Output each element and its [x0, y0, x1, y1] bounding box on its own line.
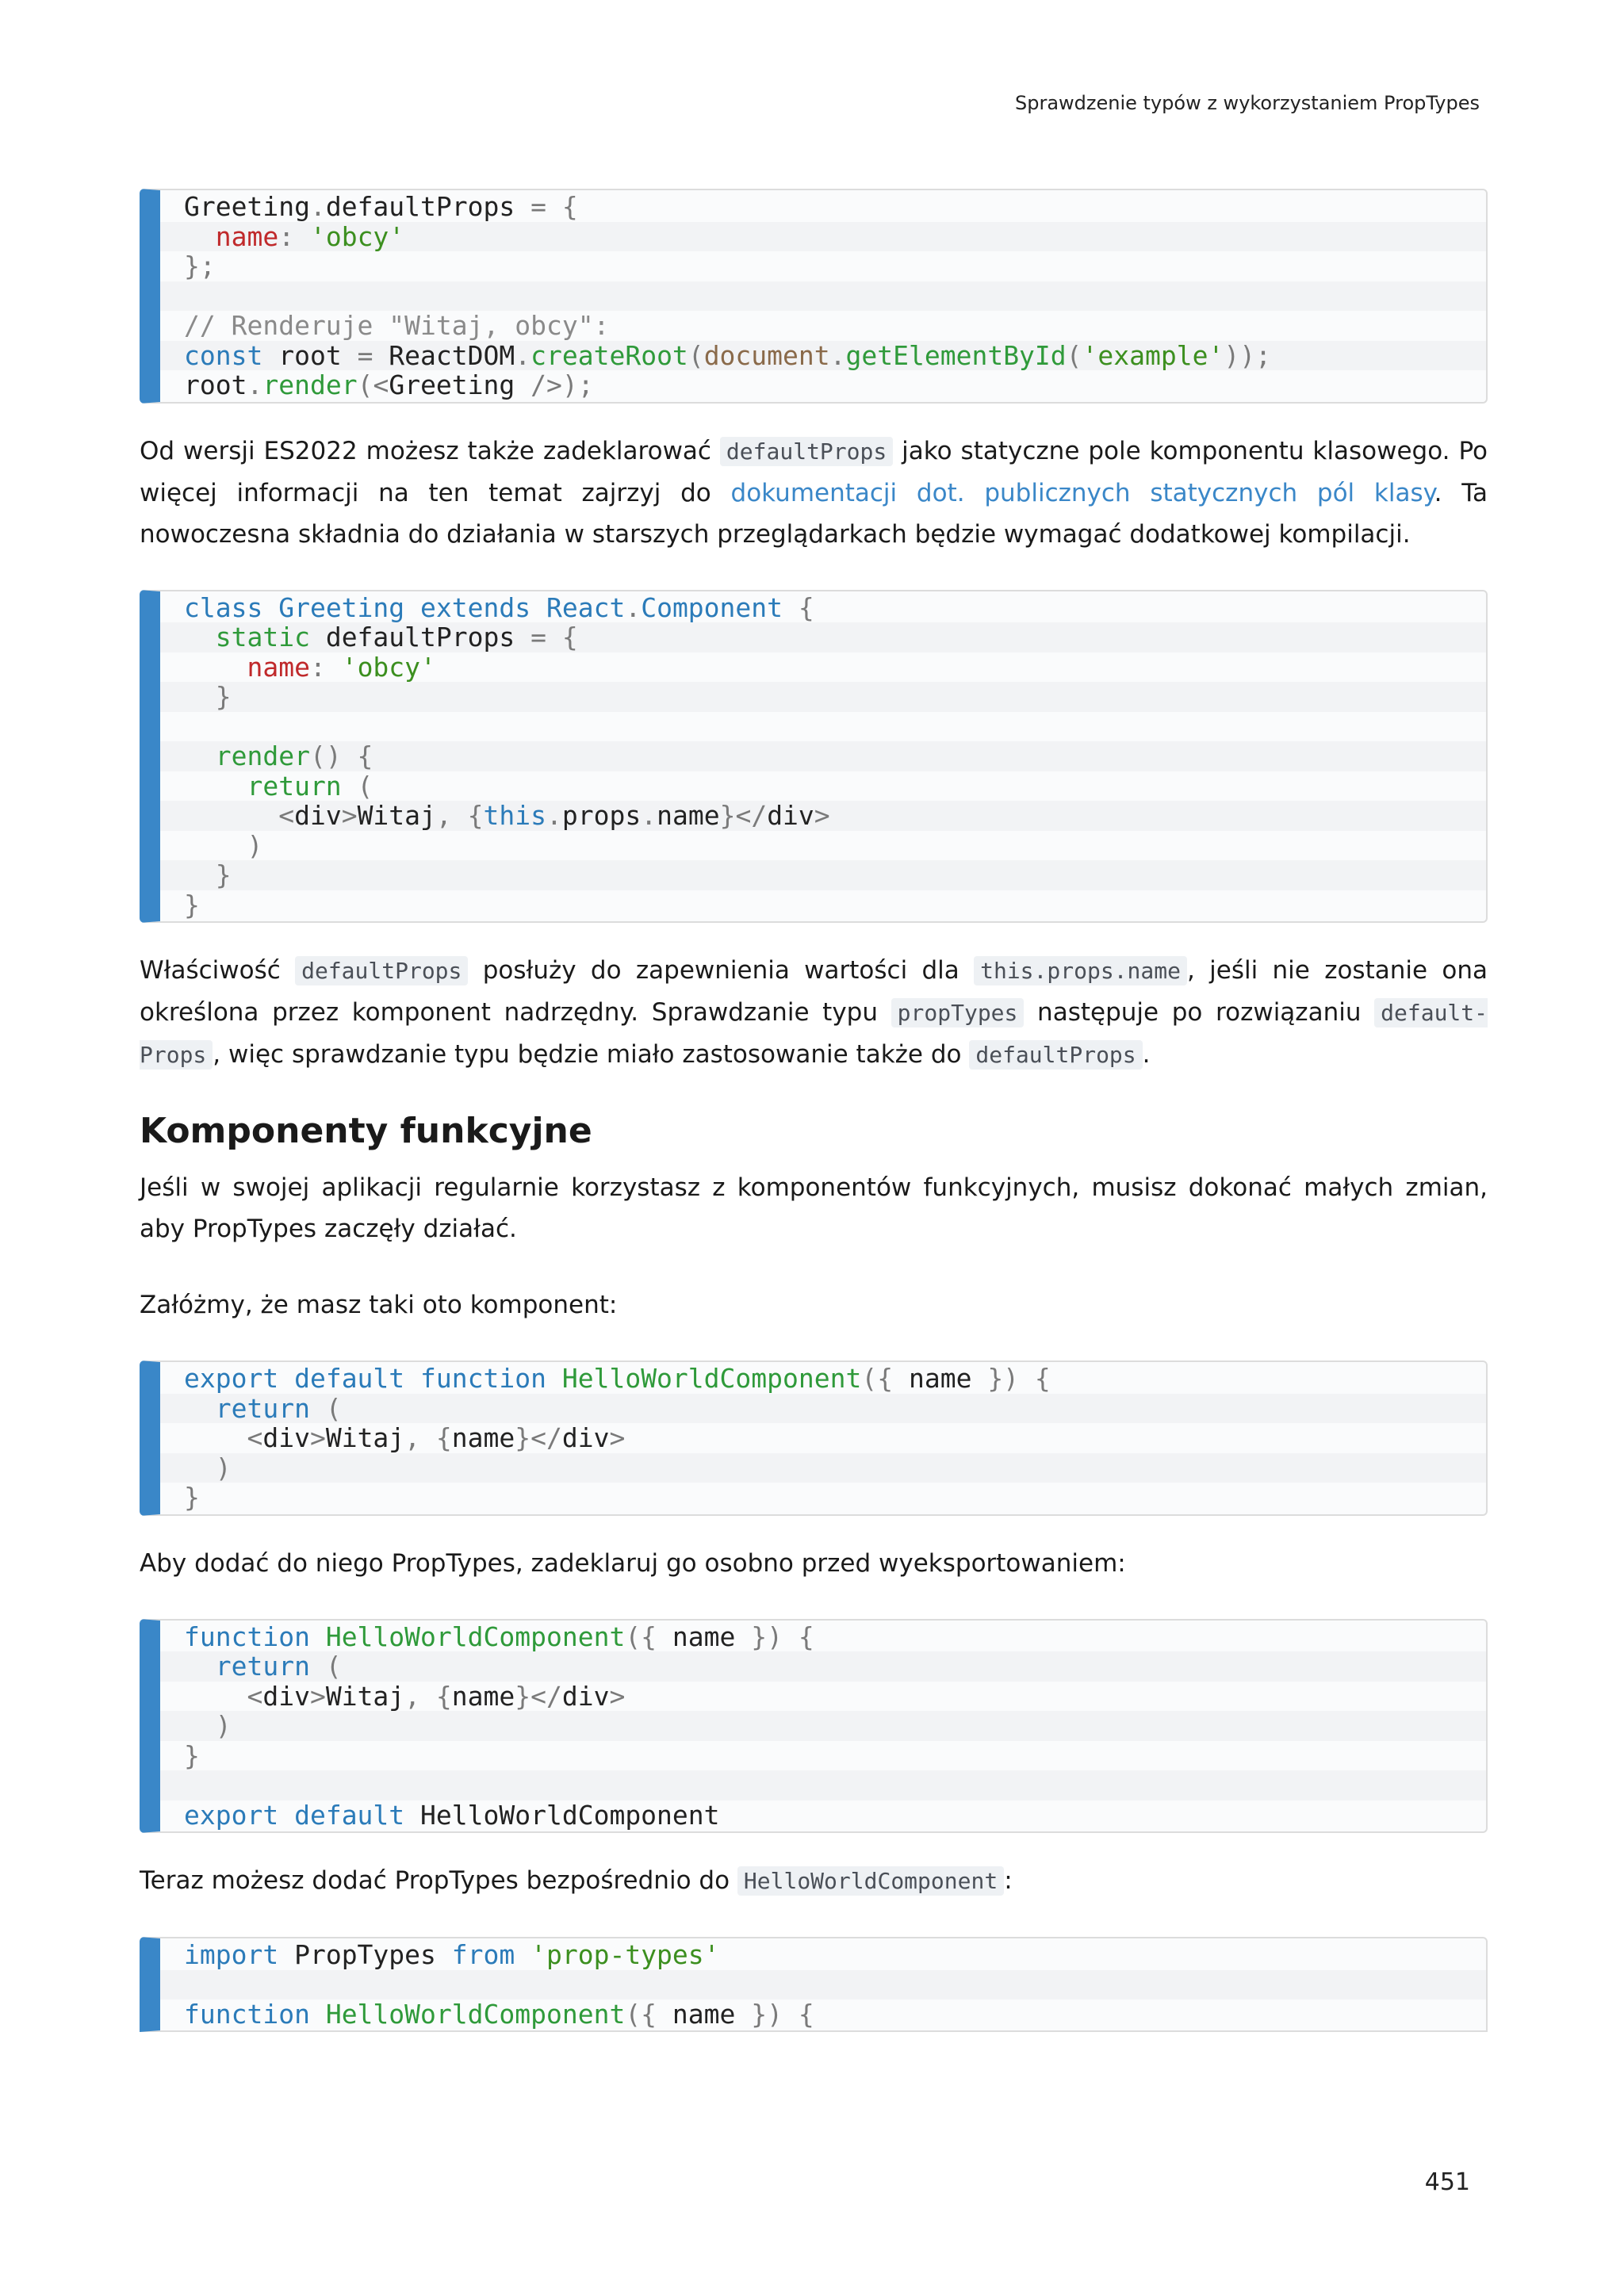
- paragraph-add-proptypes: Aby dodać do niego PropTypes, zadeklaruj go osobno przed wyeksportowaniem:: [140, 1548, 1126, 1578]
- paragraph-es2022: Od wersji ES2022 możesz także zadeklarować defaultProps jako statyczne pole komponentu klasowego. Po więcej informacji na ten temat zajrzyj do dokumentacji dot. publicznych statycznych pól klasy. Ta nowoczesna składnia do działania w starszych przeglądarkach będzie wymagać dodatkowej kompilacji.: [140, 436, 1488, 549]
- section-heading: Komponenty funkcyjne: [140, 1111, 592, 1151]
- inline-code: defaultProps: [720, 437, 893, 466]
- code-block-default-props: Greeting.defaultProps = { name: 'obcy' }; // Renderuje "Witaj, obcy": const root = ReactDOM.createRoot(document.getElementById('example')); root.render(<Greeting />);: [140, 189, 1488, 404]
- inline-code: default-Props: [140, 1000, 1488, 1068]
- paragraph-functional: Jeśli w swojej aplikacji regularnie korzystasz z komponentów funkcyjnych, musisz dokonać małych zmian, aby PropTypes zaczęły działać.: [140, 1173, 1488, 1243]
- paragraph-now-add: Teraz możesz dodać PropTypes bezpośrednio do HelloWorldComponent :: [140, 1866, 1013, 1895]
- inline-code: HelloWorldComponent: [737, 1866, 1004, 1896]
- paragraph-default-props: Właściwość defaultProps posłuży do zapewnienia wartości dla this.props.name , jeśli nie zostanie ona określona przez komponent nadrzędny. Sprawdzanie typu propTypes następuje po rozwiązaniu default-Props , więc sprawdzanie typu będzie miało zastosowanie także do defaultProps .: [140, 956, 1488, 1069]
- code-block-function-separate: function HelloWorldComponent({ name }) { return ( <div>Witaj, {name}</div> ) } export default HelloWorldComponent: [140, 1619, 1488, 1834]
- page-number: 451: [1424, 2168, 1470, 2196]
- page-content: [140, 189, 1488, 2032]
- inline-code: this.props.name: [974, 956, 1187, 985]
- code-block-import-proptypes: import PropTypes from 'prop-types' function HelloWorldComponent({ name }) {: [140, 1937, 1488, 2032]
- paragraph-assume: Załóżmy, że masz taki oto komponent:: [140, 1291, 618, 1319]
- running-header: Sprawdzenie typów z wykorzystaniem PropTypes: [1015, 92, 1480, 114]
- inline-code: propTypes: [891, 998, 1025, 1027]
- link-static-class-fields[interactable]: dokumentacji dot. publicznych statycznych pól klasy: [730, 478, 1434, 507]
- code-block-function-export: export default function HelloWorldComponent({ name }) { return ( <div>Witaj, {name}</div> ) }: [140, 1360, 1488, 1516]
- inline-code: defaultProps: [969, 1040, 1142, 1070]
- inline-code: defaultProps: [295, 956, 468, 985]
- code-block-class-component: class Greeting extends React.Component { static defaultProps = { name: 'obcy' } render() { return ( <div>Witaj, {this.props.name}</div> ) } }: [140, 590, 1488, 924]
